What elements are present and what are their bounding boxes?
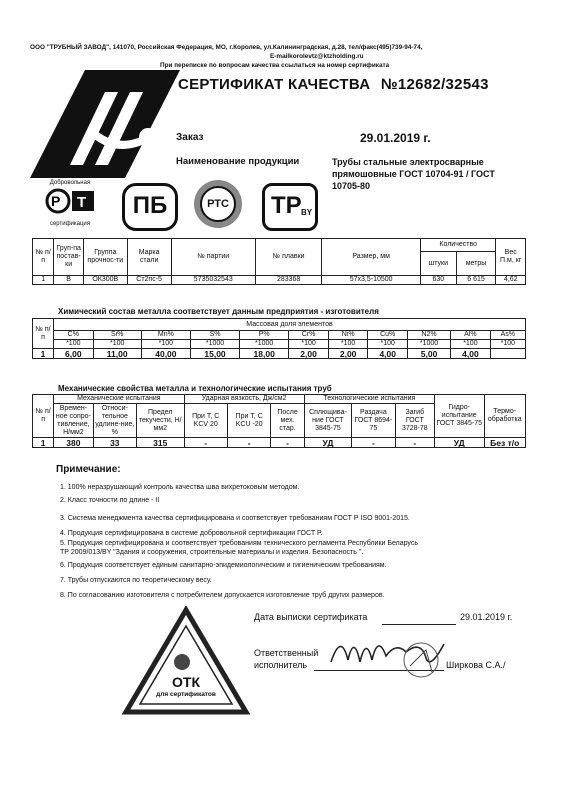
chem-el-p: P% xyxy=(240,331,289,340)
chem-val-num: 1 xyxy=(33,349,54,359)
chem-el-al: Al% xyxy=(451,331,491,340)
mech-col-expand: Раздача ГОСТ 8694-75 xyxy=(352,404,395,438)
note-1: 1. 100% неразрушающий контроль качества шва вихретоковым методом. xyxy=(60,484,300,491)
chem-val-p: 18,00 xyxy=(240,349,289,359)
product-name-2: прямошовные ГОСТ 10704-91 / ГОСТ xyxy=(332,169,495,179)
chem-el-ni: Ni% xyxy=(328,331,368,340)
col-header-batch: № партии xyxy=(171,239,256,276)
mech-title: Механические свойства металла и технологические испытания труб xyxy=(58,384,332,393)
tr-logo-text: TP xyxy=(271,192,302,219)
cell-meters: 6 615 xyxy=(456,276,496,285)
rst-logo xyxy=(40,180,100,230)
certificate-title xyxy=(178,76,489,93)
pb-logo-text: ПБ xyxy=(132,192,168,219)
product-table xyxy=(32,238,526,285)
company-header-email: E-mailkorolevtz@ktzholding.ru xyxy=(270,53,364,60)
cell-pcs: 630 xyxy=(421,276,457,285)
rts-logo-text: РТС xyxy=(207,198,229,210)
mech-val-heat: Без т/о xyxy=(484,438,526,448)
product-name-3: 10705-80 xyxy=(332,181,371,191)
chem-mult-s: *1000 xyxy=(190,340,239,349)
note-5-cont: ТР 2009/013/BY "Здания и сооружения, строительные материалы и изделия. Безопасность ". xyxy=(60,549,364,556)
chem-val-si: 11,00 xyxy=(93,349,141,359)
certificate-number: №12682/32543 xyxy=(380,76,489,93)
col-header-num: № п/п xyxy=(33,239,54,276)
chem-mult-al: *100 xyxy=(451,340,491,349)
chem-val-mn: 40,00 xyxy=(141,349,190,359)
otk-stamp-label: ОТК xyxy=(172,674,200,690)
notes-title: Примечание: xyxy=(56,464,121,475)
chem-val-as xyxy=(490,349,525,359)
mech-col-kcv: При Т, С KCV 20 xyxy=(184,404,227,438)
cell-size: 57x3,5-10500 xyxy=(322,276,421,285)
chem-val-c: 6,00 xyxy=(54,349,94,359)
tr-logo-sub: BY xyxy=(301,208,313,217)
mech-group-mech: Механические испытания xyxy=(54,395,184,404)
company-header-note: При переписке по вопросам качества ссылаться на номер сертификата xyxy=(160,62,390,69)
mech-val-flatten: УД xyxy=(304,438,351,448)
chem-val-s: 15,00 xyxy=(190,349,239,359)
note-6: 6. Продукция соответствует единым санитарно-эпидемиологическим и гигиеническим требованиям. xyxy=(60,562,387,569)
chem-mult-cu: *100 xyxy=(368,340,408,349)
company-logo xyxy=(30,70,180,178)
chem-title: Химический состав металла соответствует данным предприятия - изготовителя xyxy=(58,307,379,316)
chem-val-al: 4,00 xyxy=(451,349,491,359)
cell-batch: 5735032543 xyxy=(171,276,256,285)
mech-col-kcu: При Т, С KCU -20 xyxy=(227,404,270,438)
chem-mult-p: *1000 xyxy=(240,340,289,349)
pb-logo xyxy=(122,183,178,231)
mech-val-num: 1 xyxy=(33,438,54,448)
chem-val-cu: 4,00 xyxy=(368,349,408,359)
mech-val-elongation: 33 xyxy=(93,438,136,448)
chem-el-cr: Cr% xyxy=(289,331,329,340)
chem-mult-cr: *100 xyxy=(289,340,329,349)
mech-val-kcv: - xyxy=(184,438,227,448)
certificate-title-text: СЕРТИФИКАТ КАЧЕСТВА xyxy=(178,76,371,93)
svg-text:P: P xyxy=(51,193,61,209)
responsible-label-1: Ответственный xyxy=(254,648,319,658)
issue-date-label: Дата выписки сертификата xyxy=(254,612,368,622)
chem-val-cr: 2,00 xyxy=(289,349,329,359)
certificate-date: 29.01.2019 г. xyxy=(360,131,431,145)
col-header-steel: Марка стали xyxy=(127,239,171,276)
cell-melt: 283368 xyxy=(256,276,322,285)
mech-col-yield: Предел текучести, Н/мм2 xyxy=(137,404,184,438)
tr-logo xyxy=(262,183,318,231)
cell-weight: 4,62 xyxy=(496,276,526,285)
chem-header-num: № п/п xyxy=(33,319,54,349)
mech-table xyxy=(32,394,526,448)
rst-logo-top-text: Добровольная xyxy=(49,180,91,186)
cell-steel: Ст2пс-5 xyxy=(127,276,171,285)
note-7: 7. Трубы отпускаются по теоретическому весу. xyxy=(60,577,212,584)
col-header-size: Размер, мм xyxy=(322,239,421,276)
mech-col-aging: После мех. стар. xyxy=(271,404,304,438)
col-header-group: Груп-па постав-ки xyxy=(54,239,84,276)
chem-mult-mn: *100 xyxy=(141,340,190,349)
chem-el-as: As% xyxy=(490,331,525,340)
mech-val-kcu: - xyxy=(227,438,270,448)
mech-val-bend: - xyxy=(395,438,434,448)
col-header-melt: № плавки xyxy=(256,239,322,276)
cell-group: В xyxy=(54,276,84,285)
mech-col-bend: Загиб ГОСТ 3728-78 xyxy=(395,404,434,438)
col-header-qty: Количество xyxy=(421,239,496,252)
chem-mult-c: *100 xyxy=(54,340,94,349)
note-8: 8. По согласованию изготовителя с потребителем допускается изготовление труб других размеров. xyxy=(60,592,385,599)
order-label: Заказ xyxy=(176,132,204,143)
chem-header-mass: Массовая доля элементов xyxy=(54,319,526,331)
mech-val-tensile: 380 xyxy=(54,438,93,448)
chem-el-si: Si% xyxy=(93,331,141,340)
col-header-pcs: штуки xyxy=(421,252,457,276)
rts-logo xyxy=(192,178,244,230)
company-header-line1: ООО "ТРУБНЫЙ ЗАВОД", 141070, Российская Федерация, МО, г.Королев, ул.Калининградская, д.28, тел/факс(495)739-94-74, xyxy=(30,44,423,51)
rst-logo-bottom-text: сертификация xyxy=(49,221,91,227)
mech-col-elongation: Относи-тельное удлине-ние, % xyxy=(93,404,136,438)
responsible-label-2: исполнитель xyxy=(254,660,308,670)
mech-col-tensile: Времен-ное сопро-тивление, Н/мм2 xyxy=(54,404,93,438)
otk-stamp xyxy=(122,606,250,716)
issue-date-value: 29.01.2019 г. xyxy=(460,612,513,622)
mech-group-tech: Технологические испытания xyxy=(304,395,434,404)
chem-mult-n2: *1000 xyxy=(408,340,451,349)
svg-text:T: T xyxy=(77,194,87,211)
chem-val-ni: 2,00 xyxy=(328,349,368,359)
chem-el-c: C% xyxy=(54,331,94,340)
mech-val-hydro: УД xyxy=(435,438,485,448)
mech-col-flatten: Сплющива-ние ГОСТ 3845-75 xyxy=(304,404,351,438)
chem-mult-si: *100 xyxy=(93,340,141,349)
signature xyxy=(326,622,456,682)
chem-el-s: S% xyxy=(190,331,239,340)
col-header-meters: метры xyxy=(456,252,496,276)
chem-el-n2: N2% xyxy=(408,331,451,340)
note-5: 5. Продукция сертифицирована и соответствует требованиям технического регламента Республики Беларусь xyxy=(60,540,418,547)
chem-el-cu: Cu% xyxy=(368,331,408,340)
chem-mult-as: *100 xyxy=(490,340,525,349)
product-label: Наименование продукции xyxy=(176,156,300,167)
chem-el-mn: Mn% xyxy=(141,331,190,340)
cell-strength: ОК300В xyxy=(83,276,127,285)
mech-col-heat: Термо-обработка xyxy=(484,395,526,438)
mech-group-impact: Ударная вязкость, Дж/см2 xyxy=(184,395,304,404)
mech-val-aging: - xyxy=(271,438,304,448)
note-2: 2. Класс точности по длине - II xyxy=(60,497,160,504)
chem-val-n2: 5,00 xyxy=(408,349,451,359)
chem-mult-ni: *100 xyxy=(328,340,368,349)
mech-val-expand: - xyxy=(352,438,395,448)
note-4: 4. Продукция сертифицирована в системе добровольной сертификации ГОСТ Р. xyxy=(60,530,323,537)
responsible-name: Ширкова С.А./ xyxy=(446,660,506,670)
note-3: 3. Система менеджмента качества сертифицирована и соответствует требованиям ГОСТ Р ISO 9001-2015. xyxy=(60,515,410,522)
otk-stamp-sub: для сертификатов xyxy=(156,691,216,698)
mech-header-num: № п/п xyxy=(33,395,54,438)
chem-table xyxy=(32,318,526,359)
col-header-weight: Вес П.м, кг xyxy=(496,239,526,276)
mech-val-yield: 315 xyxy=(137,438,184,448)
product-name-1: Трубы стальные электросварные xyxy=(332,157,484,167)
mech-col-hydro: Гидро-испытание ГОСТ 3845-75 xyxy=(435,395,485,438)
cell-num: 1 xyxy=(33,276,54,285)
col-header-strength: Группа прочнос-ти xyxy=(83,239,127,276)
